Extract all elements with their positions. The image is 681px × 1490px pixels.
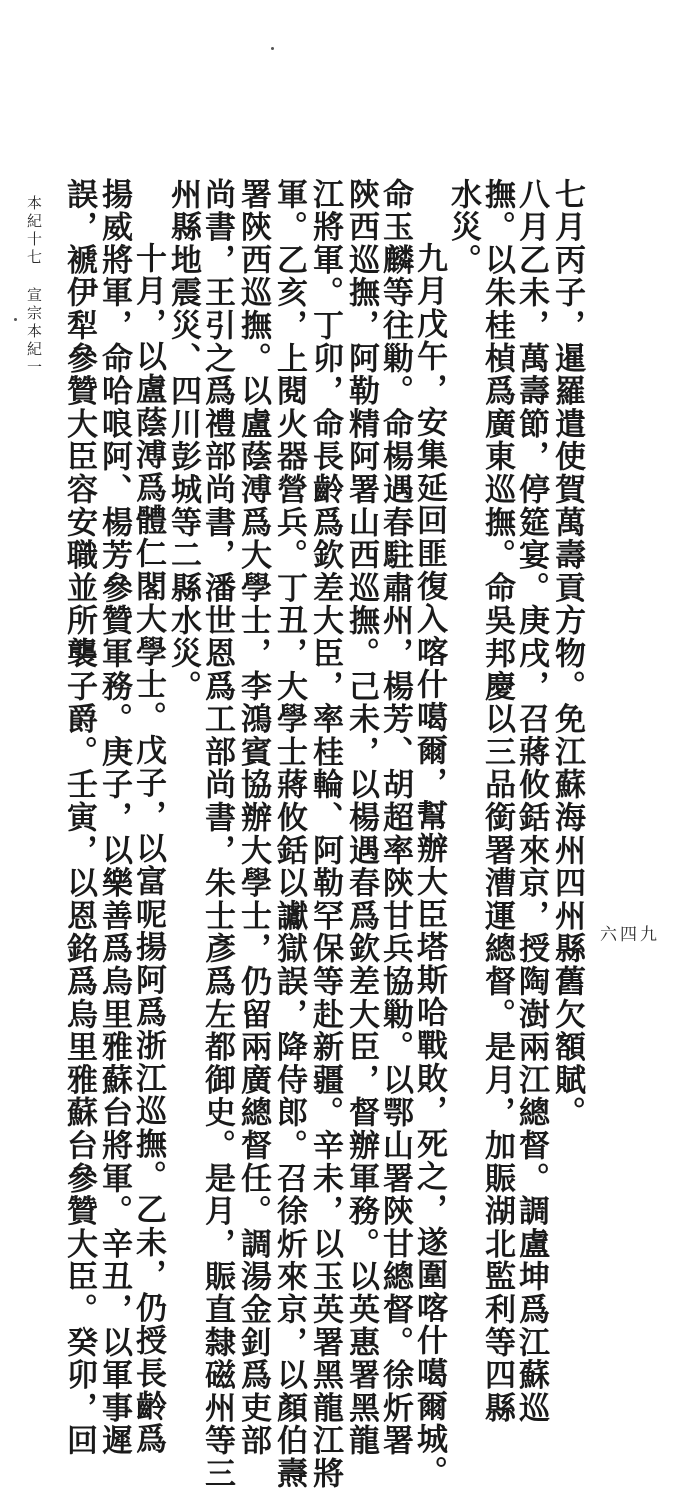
text-column: 九月戊午，安集延回匪復入喀什噶爾，幫辦大臣塔斯哈戰敗，死之，遂圍喀什噶爾城。 <box>411 242 447 1489</box>
text-column: 命玉麟等往勦。命楊遇春駐肅州，楊芳、胡超率陝甘兵協勦。以鄂山署陝甘總督。徐炘署 <box>377 178 413 1458</box>
section-label: 宣宗本紀一 <box>25 287 43 377</box>
page-number: 六四九 <box>600 925 660 945</box>
text-column: 水災。 <box>445 178 481 277</box>
running-header <box>24 195 45 377</box>
chapter-label: 本紀十七 <box>25 195 43 267</box>
print-speck <box>271 47 274 50</box>
text-column: 署陝西巡撫。以盧蔭溥爲大學士，李鴻賓協辦大學士，仍留兩廣總督任。調湯金釗爲吏部 <box>235 178 271 1458</box>
print-speck <box>14 318 17 321</box>
text-column: 撫。以朱桂楨爲廣東巡撫。命吳邦慶以三品銜署漕運總督。是月，加賑湖北監利等四縣 <box>479 178 515 1425</box>
text-column: 江將軍。丁卯，命長齡爲欽差大臣，率桂輪、阿勒罕保等赴新疆。辛未，以玉英署黑龍江將 <box>307 178 343 1490</box>
text-column: 誤，褫伊犁參贊大臣容安職並所襲子爵。壬寅，以恩銘爲烏里雅蘇台參贊大臣。癸卯，回 <box>61 178 97 1458</box>
text-column: 陝西巡撫，阿勒精阿署山西巡撫。己未，以楊遇春爲欽差大臣，督辦軍務。以英惠署黑龍 <box>343 178 379 1458</box>
text-column: 尚書，王引之爲禮部尚書，潘世恩爲工部尚書，朱士彥爲左都御史。是月，賑直隸磁州等三 <box>199 178 235 1490</box>
text-column: 州縣地震災、四川彭城等二縣水災。 <box>165 178 201 703</box>
text-column: 八月乙未，萬壽節，停筵宴。庚戌，召蔣攸銛來京，授陶澍兩江總督。調盧坤爲江蘇巡 <box>513 178 549 1425</box>
text-column: 揚威將軍，命哈哴阿、楊芳參贊軍務。庚子，以樂善爲烏里雅蘇台將軍。辛丑，以軍事遲 <box>96 178 132 1458</box>
text-column: 十月，以盧蔭溥爲體仁閣大學士。戊子，以富呢揚阿爲浙江巡撫。乙未，仍授長齡爲 <box>130 242 166 1456</box>
text-column: 七月丙子，暹羅遣使賀萬壽貢方物。免江蘇海州四州縣舊欠額賦。 <box>549 178 585 1130</box>
text-column: 軍。乙亥，上閱火器營兵。丁丑，大學士蔣攸銛以讞獄誤，降侍郎。召徐炘來京，以顏伯燾 <box>271 178 307 1490</box>
